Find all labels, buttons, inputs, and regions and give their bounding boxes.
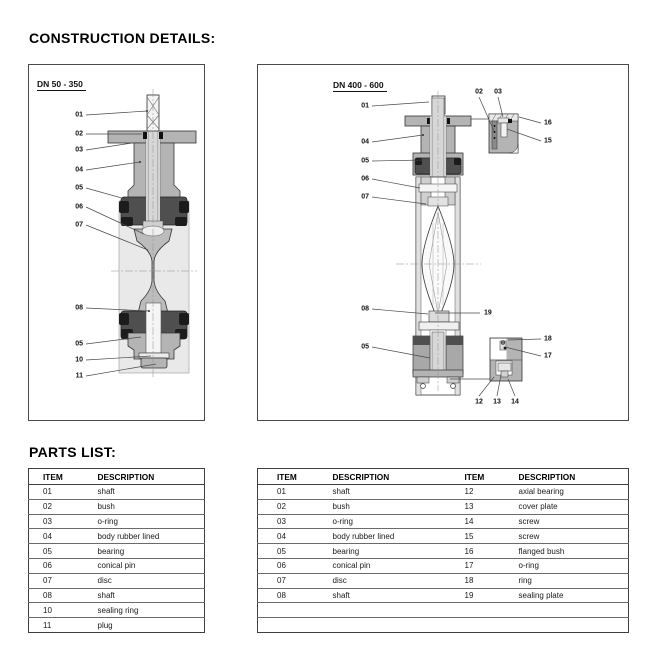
table-cell: o-ring bbox=[84, 514, 205, 529]
table-cell: 17 bbox=[446, 558, 500, 573]
leader-line bbox=[86, 111, 147, 115]
parts-list-title: PARTS LIST: bbox=[29, 444, 117, 460]
callout-label: 17 bbox=[544, 352, 552, 360]
leader-line bbox=[86, 162, 140, 170]
table-cell bbox=[446, 603, 500, 618]
table-cell: plug bbox=[84, 618, 205, 633]
leader-line bbox=[86, 188, 129, 200]
table-cell: shaft bbox=[314, 485, 446, 500]
parts-table-right bbox=[257, 468, 629, 633]
table-cell: 07 bbox=[29, 573, 84, 588]
table-header-cell: DESCRIPTION bbox=[500, 469, 629, 485]
table-cell: 04 bbox=[258, 529, 314, 544]
table-row bbox=[258, 529, 629, 544]
callout-label: 19 bbox=[484, 309, 492, 317]
dn-range-label-right: DN 400 - 600 bbox=[333, 80, 387, 92]
table-cell bbox=[258, 618, 314, 633]
table-cell: 16 bbox=[446, 544, 500, 559]
callout-label: 06 bbox=[75, 203, 83, 211]
table-cell: screw bbox=[500, 529, 629, 544]
leader-line bbox=[372, 135, 423, 142]
table-cell: shaft bbox=[314, 588, 446, 603]
table-cell: 08 bbox=[29, 588, 84, 603]
leader-dot bbox=[148, 310, 150, 312]
table-cell: flanged bush bbox=[500, 544, 629, 559]
table-cell: 01 bbox=[29, 485, 84, 500]
table-row bbox=[258, 588, 629, 603]
table-cell: o-ring bbox=[500, 558, 629, 573]
table-row bbox=[258, 618, 629, 633]
table-cell: 12 bbox=[446, 485, 500, 500]
callout-label: 08 bbox=[75, 304, 83, 312]
diagram-panel-dn50-350 bbox=[28, 64, 205, 421]
callout-label: 07 bbox=[75, 221, 83, 229]
table-header-row bbox=[29, 469, 205, 485]
callout-label: 08 bbox=[361, 305, 369, 313]
table-cell: bush bbox=[84, 499, 205, 514]
table-cell: 03 bbox=[258, 514, 314, 529]
leader-line bbox=[372, 102, 429, 106]
table-cell: 13 bbox=[446, 499, 500, 514]
callout-label: 04 bbox=[75, 166, 83, 174]
table-header-cell: DESCRIPTION bbox=[314, 469, 446, 485]
parts-table-left bbox=[28, 468, 205, 633]
table-row bbox=[29, 514, 205, 529]
callout-label: 11 bbox=[75, 372, 83, 380]
table-header-cell: ITEM bbox=[29, 469, 84, 485]
table-cell: 14 bbox=[446, 514, 500, 529]
construction-details-title: CONSTRUCTION DETAILS: bbox=[29, 30, 216, 46]
table-cell: ring bbox=[500, 573, 629, 588]
dn-range-label-left: DN 50 - 350 bbox=[37, 79, 86, 91]
table-cell: sealing ring bbox=[84, 603, 205, 618]
callout-label: 02 bbox=[475, 88, 483, 96]
valve-section-dn50-350 bbox=[108, 89, 197, 377]
callout-label: 12 bbox=[475, 398, 483, 406]
table-cell: shaft bbox=[84, 485, 205, 500]
callout-label: 05 bbox=[75, 184, 83, 192]
callout-label: 04 bbox=[361, 138, 369, 146]
callout-label: 03 bbox=[494, 88, 502, 96]
leader-dot bbox=[139, 161, 141, 163]
table-cell: cover plate bbox=[500, 499, 629, 514]
table-cell: body rubber lined bbox=[314, 529, 446, 544]
callout-label: 03 bbox=[75, 146, 83, 154]
table-cell bbox=[446, 618, 500, 633]
callout-label: 16 bbox=[544, 119, 552, 127]
leader-line bbox=[479, 377, 494, 396]
table-cell: 08 bbox=[258, 588, 314, 603]
callout-label: 13 bbox=[493, 398, 501, 406]
callout-label: 01 bbox=[75, 111, 83, 119]
detail-top-bush-screw bbox=[471, 114, 518, 153]
leader-line bbox=[519, 117, 541, 123]
callout-label: 05 bbox=[75, 340, 83, 348]
table-cell: 07 bbox=[258, 573, 314, 588]
table-row bbox=[29, 603, 205, 618]
table-row bbox=[258, 485, 629, 500]
table-cell: 02 bbox=[29, 499, 84, 514]
leader-dot bbox=[422, 134, 424, 136]
table-row bbox=[258, 603, 629, 618]
table-cell: sealing plate bbox=[500, 588, 629, 603]
table-cell: 05 bbox=[29, 544, 84, 559]
table-cell: bearing bbox=[314, 544, 446, 559]
table-row bbox=[29, 529, 205, 544]
callout-label: 05 bbox=[361, 343, 369, 351]
table-cell bbox=[500, 618, 629, 633]
table-row bbox=[29, 485, 205, 500]
table-row bbox=[258, 558, 629, 573]
parts-table-dn50-350 bbox=[28, 468, 205, 633]
table-cell: shaft bbox=[84, 588, 205, 603]
callout-label: 10 bbox=[75, 356, 83, 364]
table-cell: 18 bbox=[446, 573, 500, 588]
leader-line bbox=[508, 379, 515, 396]
table-row bbox=[29, 618, 205, 633]
diagram-panel-dn400-600 bbox=[257, 64, 629, 421]
table-cell: 10 bbox=[29, 603, 84, 618]
table-row bbox=[258, 573, 629, 588]
table-cell: 04 bbox=[29, 529, 84, 544]
table-header-cell: ITEM bbox=[446, 469, 500, 485]
leader-line bbox=[86, 143, 132, 150]
callout-label: 06 bbox=[361, 175, 369, 183]
callout-label: 01 bbox=[361, 102, 369, 110]
table-row bbox=[258, 514, 629, 529]
table-header-cell: ITEM bbox=[258, 469, 314, 485]
table-row bbox=[29, 499, 205, 514]
table-cell: 06 bbox=[258, 558, 314, 573]
table-cell: conical pin bbox=[84, 558, 205, 573]
table-cell bbox=[314, 618, 446, 633]
table-row bbox=[29, 588, 205, 603]
callout-label: 14 bbox=[511, 398, 519, 406]
table-row bbox=[258, 544, 629, 559]
table-cell: bush bbox=[314, 499, 446, 514]
valve-drawing-dn400-600 bbox=[258, 65, 628, 420]
callout-label: 18 bbox=[544, 335, 552, 343]
table-header-cell: DESCRIPTION bbox=[84, 469, 205, 485]
table-cell: 19 bbox=[446, 588, 500, 603]
table-cell: 03 bbox=[29, 514, 84, 529]
table-row bbox=[29, 544, 205, 559]
table-cell: disc bbox=[314, 573, 446, 588]
parts-table-dn400-600 bbox=[257, 468, 629, 633]
table-cell bbox=[500, 603, 629, 618]
table-cell bbox=[314, 603, 446, 618]
table-cell: 15 bbox=[446, 529, 500, 544]
table-cell: 02 bbox=[258, 499, 314, 514]
valve-drawing-dn50-350 bbox=[29, 65, 204, 420]
table-row bbox=[258, 499, 629, 514]
table-cell: 06 bbox=[29, 558, 84, 573]
table-cell: 01 bbox=[258, 485, 314, 500]
table-cell: screw bbox=[500, 514, 629, 529]
table-cell: body rubber lined bbox=[84, 529, 205, 544]
callout-label: 02 bbox=[75, 130, 83, 138]
callout-label: 07 bbox=[361, 193, 369, 201]
callout-label: 05 bbox=[361, 157, 369, 165]
table-row bbox=[29, 558, 205, 573]
table-cell: disc bbox=[84, 573, 205, 588]
table-row bbox=[29, 573, 205, 588]
callout-label: 15 bbox=[544, 137, 552, 145]
table-cell: axial bearing bbox=[500, 485, 629, 500]
table-cell: conical pin bbox=[314, 558, 446, 573]
leader-dot bbox=[146, 110, 148, 112]
table-cell: 05 bbox=[258, 544, 314, 559]
table-cell: 11 bbox=[29, 618, 84, 633]
table-cell bbox=[258, 603, 314, 618]
table-cell: o-ring bbox=[314, 514, 446, 529]
table-cell: bearing bbox=[84, 544, 205, 559]
table-header-row bbox=[258, 469, 629, 485]
leader-line bbox=[372, 179, 420, 188]
